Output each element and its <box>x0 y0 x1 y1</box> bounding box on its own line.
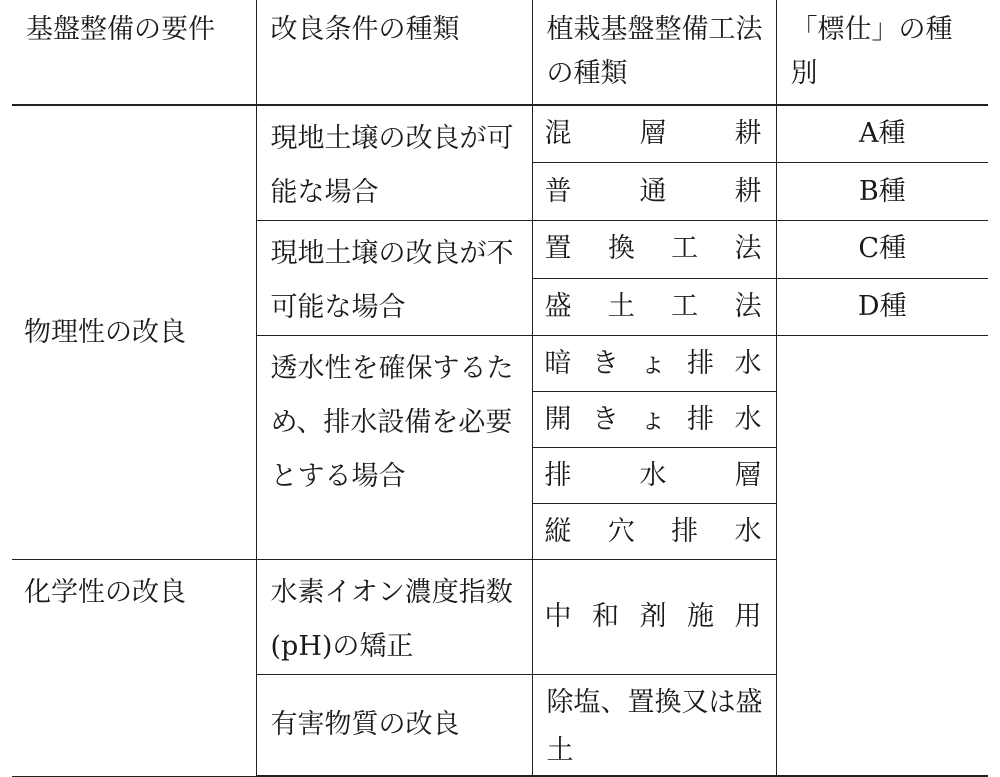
header-method: 植栽基盤整備工法の種類 <box>532 0 776 105</box>
table-row <box>12 105 988 163</box>
table-header <box>12 0 988 105</box>
method-cell: 中和剤施用 <box>532 560 776 675</box>
grade-cell: A種 <box>776 105 988 163</box>
condition-harmful: 有害物質の改良 <box>256 675 532 777</box>
method-cell: 普通耕 <box>532 163 776 221</box>
method-cell: 排水層 <box>532 448 776 504</box>
condition-improvable: 現地土壌の改良が可能な場合 <box>256 105 532 221</box>
condition-not-improvable: 現地土壌の改良が不可能な場合 <box>256 221 532 336</box>
method-cell: 除塩、置換又は盛土 <box>532 675 776 777</box>
method-cell: 暗きょ排水 <box>532 336 776 392</box>
header-requirement: 基盤整備の要件 <box>12 0 256 105</box>
method-cell: 開きょ排水 <box>532 392 776 448</box>
requirement-physical: 物理性の改良 <box>12 105 256 560</box>
header-row <box>12 0 988 105</box>
grade-cell: B種 <box>776 163 988 221</box>
header-grade: 「標仕」の種別 <box>776 0 988 105</box>
condition-ph: 水素イオン濃度指数(pH)の矯正 <box>256 560 532 675</box>
planting-base-table <box>12 0 988 777</box>
method-cell: 盛土工法 <box>532 278 776 336</box>
header-condition: 改良条件の種類 <box>256 0 532 105</box>
table-body <box>12 105 988 776</box>
method-cell: 置換工法 <box>532 221 776 279</box>
grade-cell: C種 <box>776 221 988 279</box>
grade-empty-cell <box>776 336 988 777</box>
method-cell: 混層耕 <box>532 105 776 163</box>
method-cell: 縦穴排水 <box>532 504 776 560</box>
requirement-chemical: 化学性の改良 <box>12 560 256 777</box>
grade-cell: D種 <box>776 278 988 336</box>
condition-drainage: 透水性を確保するため、排水設備を必要とする場合 <box>256 336 532 560</box>
